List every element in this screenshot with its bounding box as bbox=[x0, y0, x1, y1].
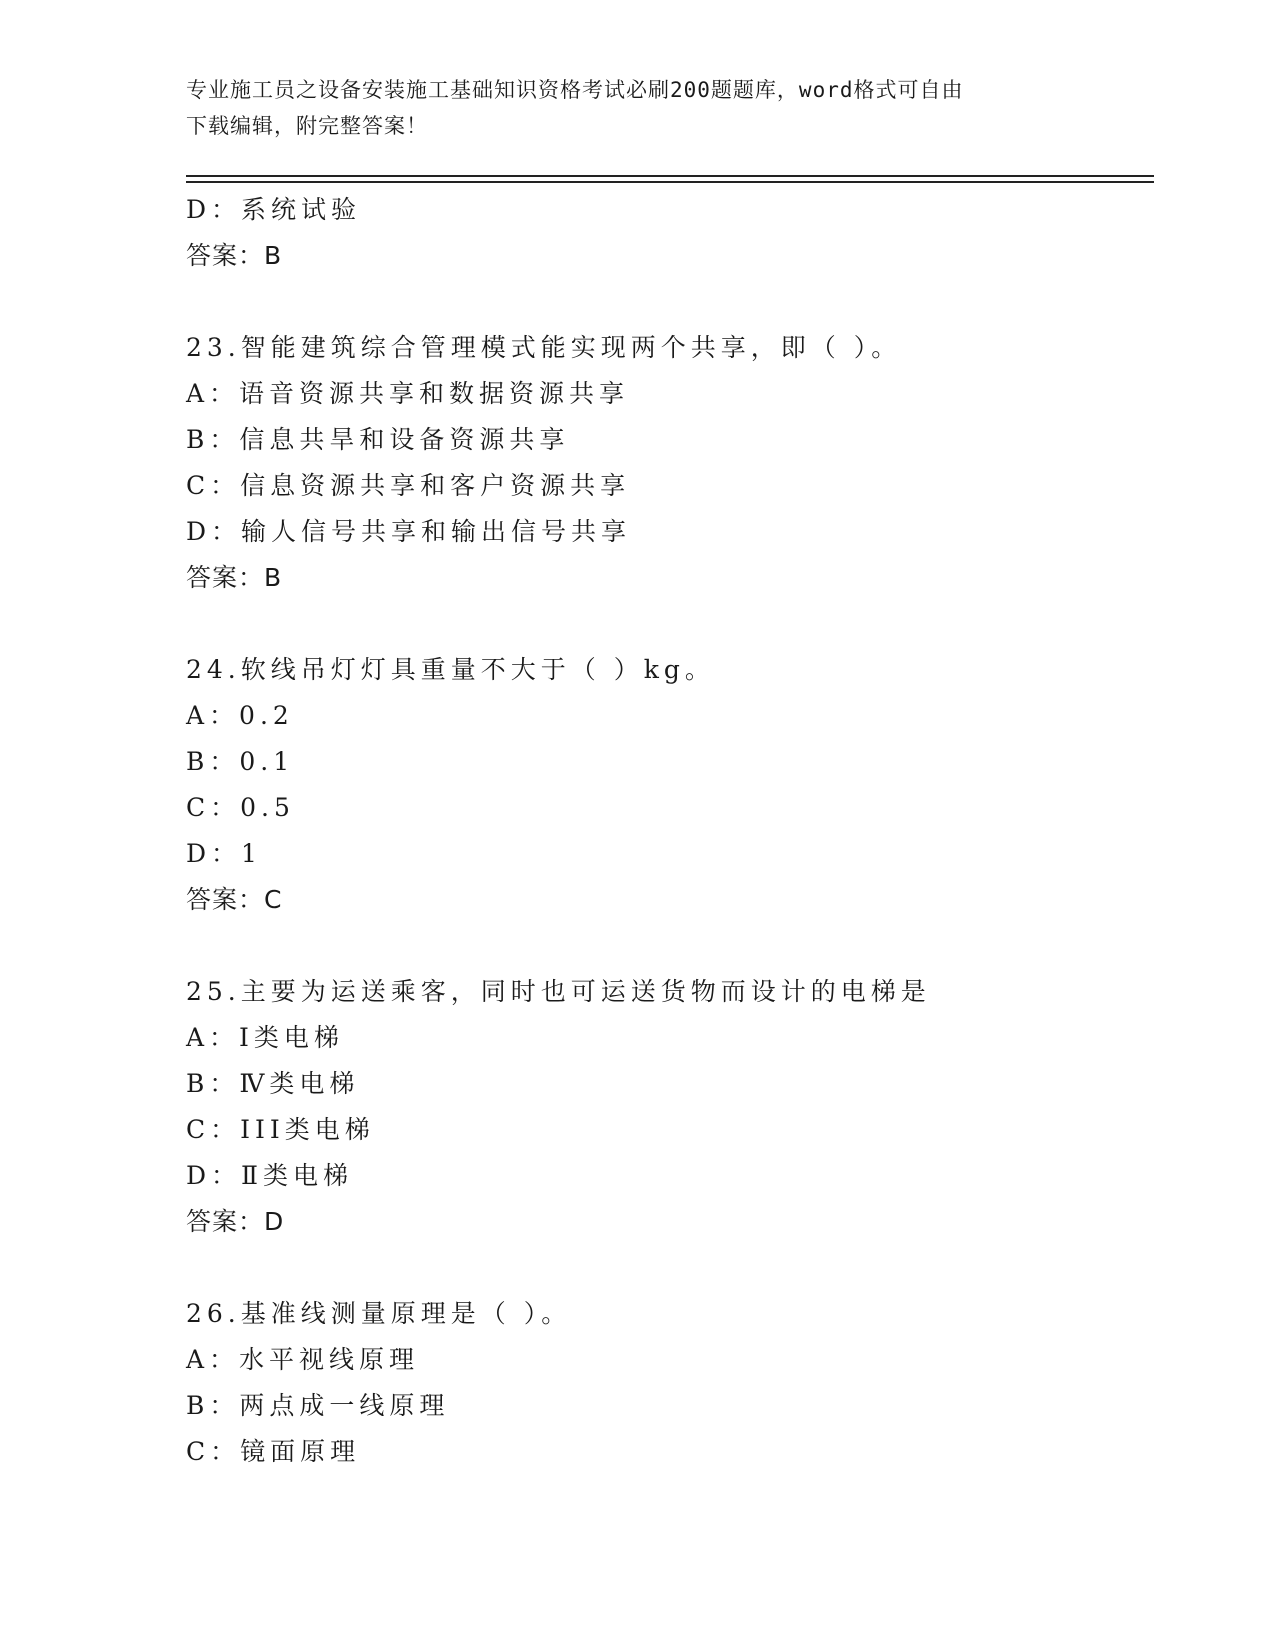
question-26 bbox=[186, 1291, 1154, 1475]
answer-line: 答案：D bbox=[186, 1207, 285, 1236]
header-divider-top bbox=[186, 175, 1154, 177]
answer-line: 答案：C bbox=[186, 885, 283, 914]
question-stem: 23.智能建筑综合管理模式能实现两个共享，即（ ）。 bbox=[186, 333, 902, 362]
question-list bbox=[186, 187, 1154, 1475]
option-a: A：0.2 bbox=[186, 701, 294, 730]
option-b: B：0.1 bbox=[186, 747, 295, 776]
question-25 bbox=[186, 969, 1154, 1245]
option-c: C：III类电梯 bbox=[186, 1115, 375, 1144]
option-a: A：I类电梯 bbox=[186, 1023, 344, 1052]
question-24 bbox=[186, 647, 1154, 923]
option-d: D：1 bbox=[186, 839, 262, 868]
question-23 bbox=[186, 325, 1154, 601]
header-title-line-1: 专业施工员之设备安装施工基础知识资格考试必刷200题题库，word格式可自由 bbox=[186, 78, 964, 102]
spacer bbox=[186, 1245, 1154, 1291]
option-c: C：信息资源共享和客户资源共享 bbox=[186, 471, 631, 500]
option-c: C：镜面原理 bbox=[186, 1437, 361, 1466]
header-title-line-2: 下载编辑，附完整答案！ bbox=[186, 114, 428, 138]
option-a: A：水平视线原理 bbox=[186, 1345, 420, 1374]
spacer bbox=[186, 923, 1154, 969]
spacer bbox=[186, 279, 1154, 325]
answer-line: 答案：B bbox=[186, 241, 283, 270]
option-d: D：系统试验 bbox=[186, 195, 362, 224]
option-d: D：输人信号共享和输出信号共享 bbox=[186, 517, 632, 546]
header-divider-bottom bbox=[186, 181, 1154, 183]
question-22-tail bbox=[186, 187, 1154, 279]
option-b: B：Ⅳ类电梯 bbox=[186, 1069, 360, 1098]
option-a: A：语音资源共享和数据资源共享 bbox=[186, 379, 630, 408]
option-b: B：信息共旱和设备资源共享 bbox=[186, 425, 570, 454]
option-b: B：两点成一线原理 bbox=[186, 1391, 450, 1420]
spacer bbox=[186, 601, 1154, 647]
answer-line: 答案：B bbox=[186, 563, 283, 592]
question-stem: 24.软线吊灯灯具重量不大于（ ）kg。 bbox=[186, 655, 715, 684]
document-header bbox=[186, 72, 1086, 144]
question-stem: 26.基准线测量原理是（ ）。 bbox=[186, 1299, 572, 1328]
question-stem: 25.主要为运送乘客，同时也可运送货物而设计的电梯是 bbox=[186, 977, 931, 1006]
option-d: D：Ⅱ类电梯 bbox=[186, 1161, 354, 1190]
option-c: C：0.5 bbox=[186, 793, 295, 822]
